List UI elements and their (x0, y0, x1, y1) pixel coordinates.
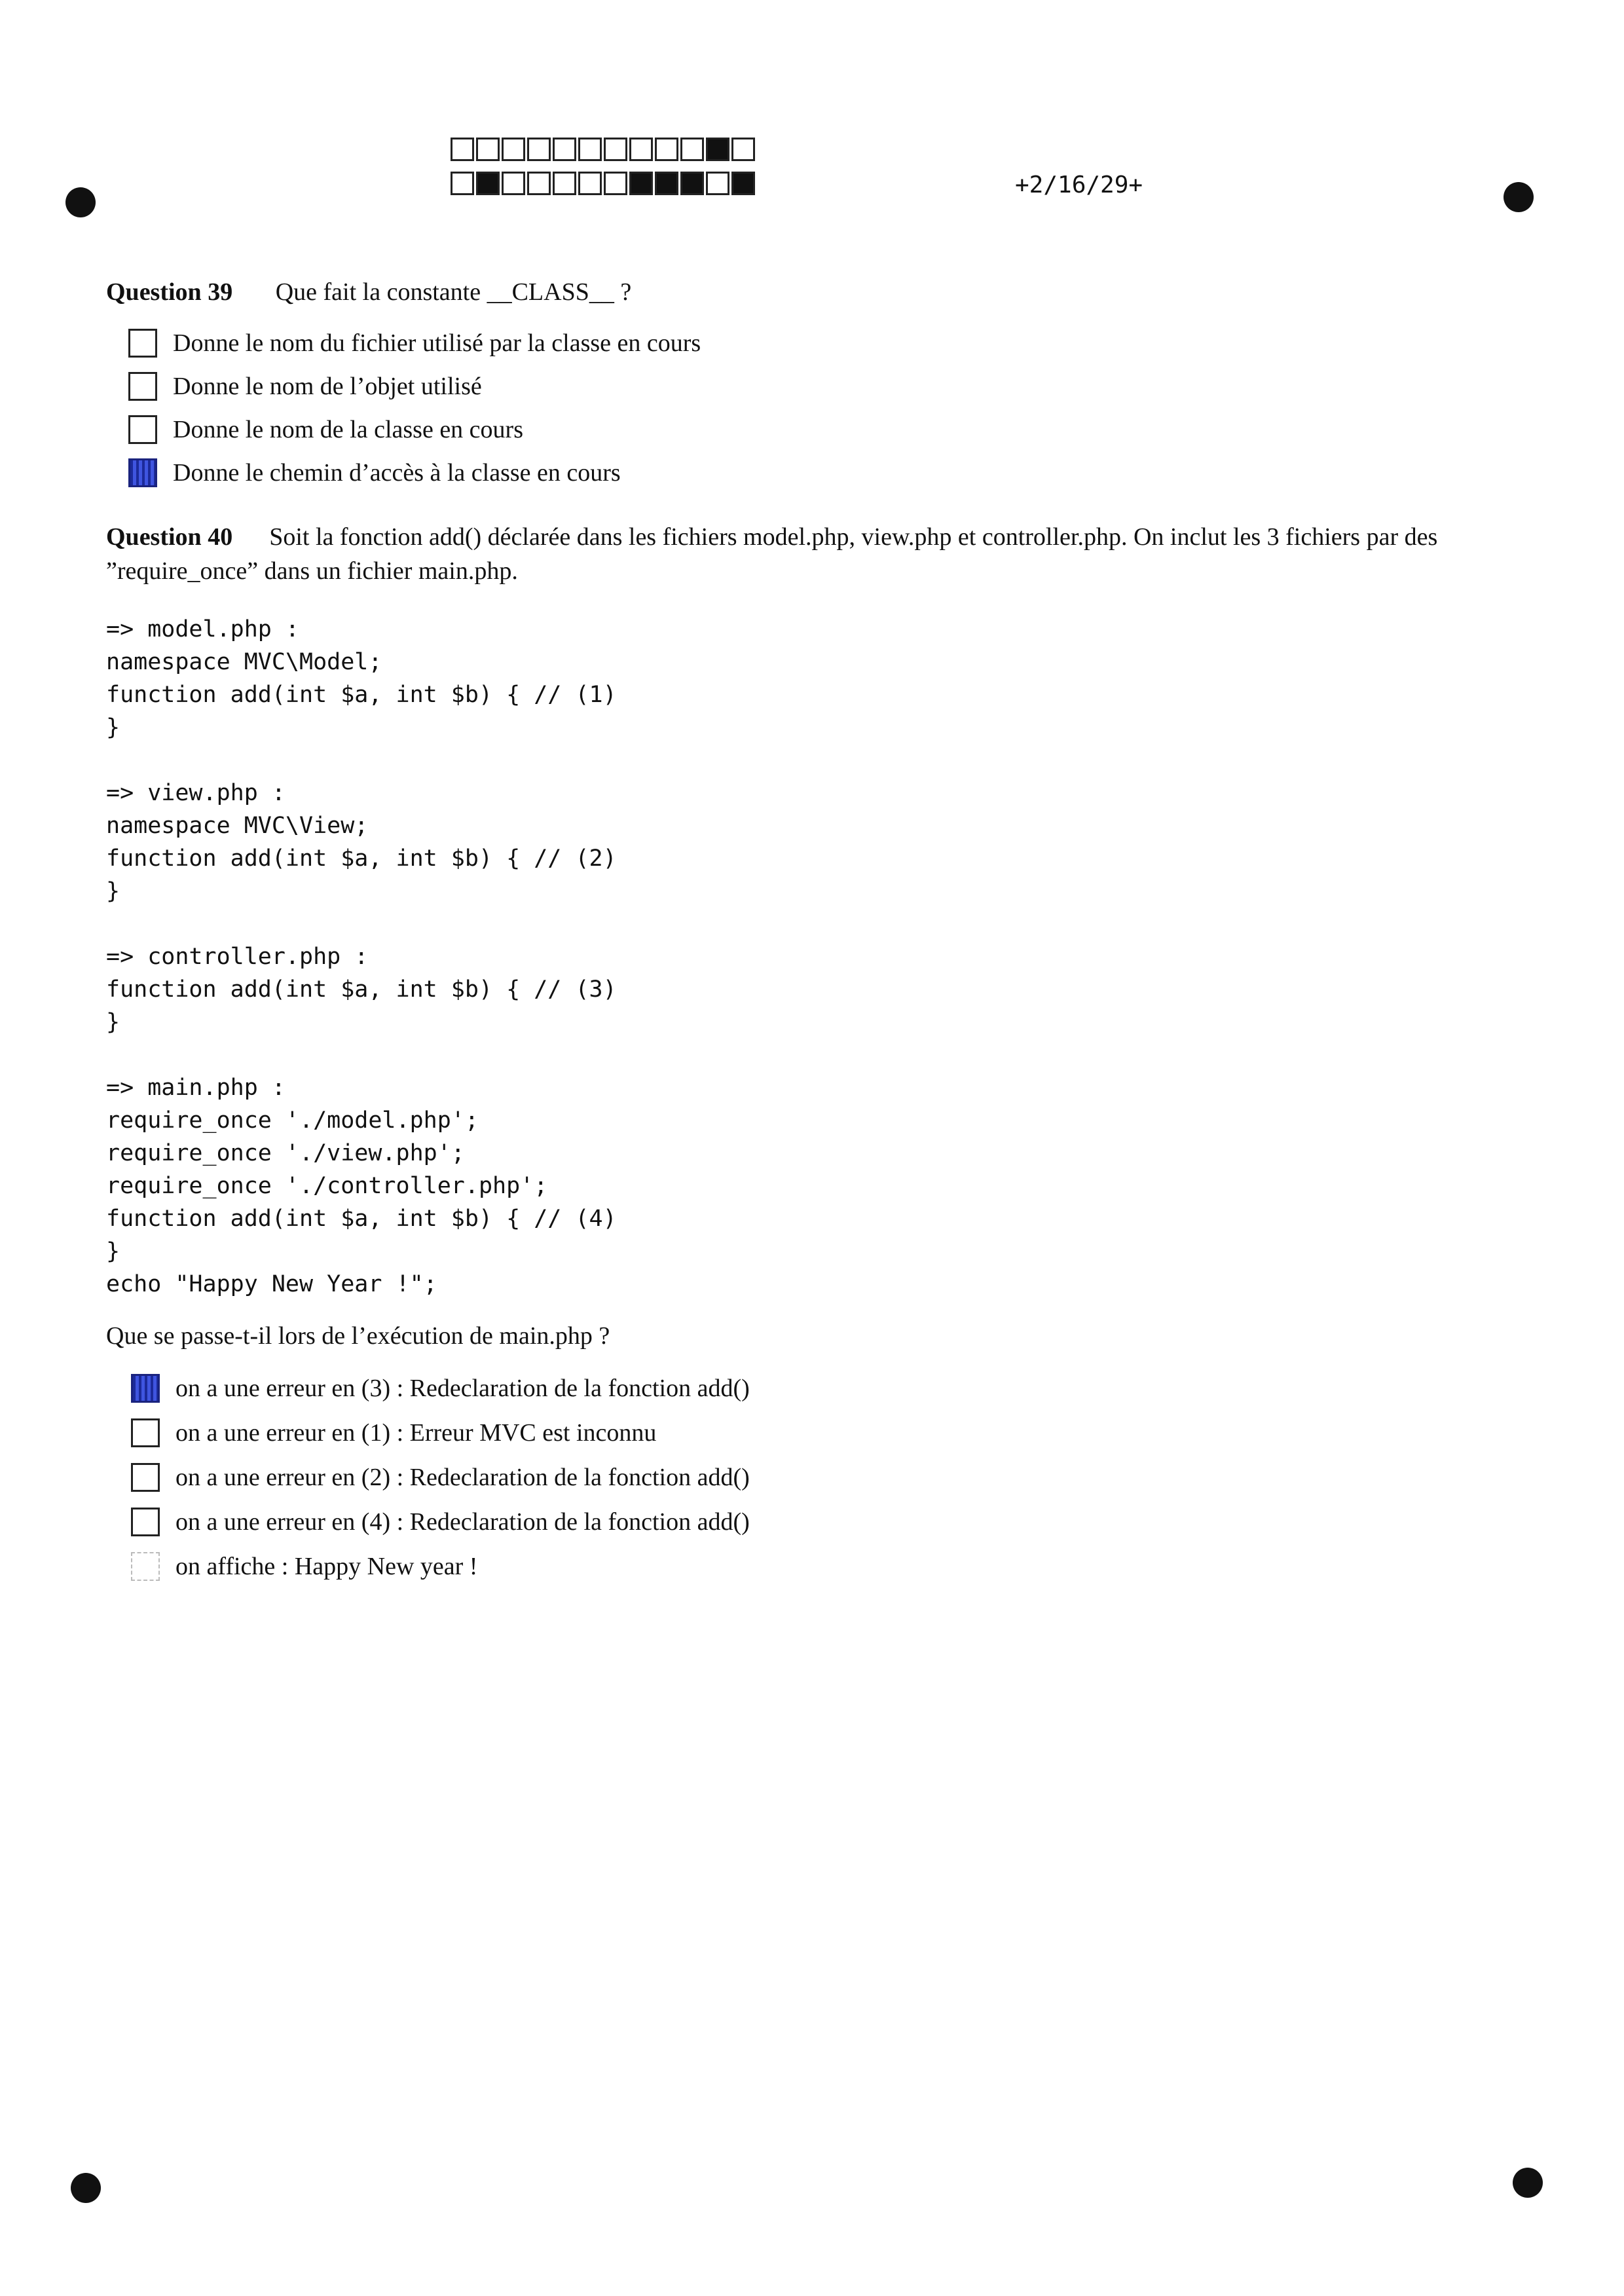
q40-answer-1[interactable] (131, 1374, 750, 1403)
code-controller-php: => controller.php : function add(int $a, int $b) { // (3) } (106, 944, 617, 1035)
q39-answer-3-checkbox[interactable] (128, 415, 157, 444)
q40-answer-1-label: on a une erreur en (3) : Redeclaration de la fonction add() (175, 1375, 750, 1402)
q39-answer-2-checkbox[interactable] (128, 372, 157, 401)
barcode-cell (553, 138, 576, 161)
q40-answer-5-label: on affiche : Happy New year ! (175, 1553, 478, 1580)
question-40-text: Soit la fonction add() déclarée dans les fichiers model.php, view.php et controller.php. On inclut les 3 fichiers par des ”require_once” dans un fichier main.php. (106, 523, 1438, 585)
barcode-cell (451, 138, 474, 161)
barcode-cell (578, 172, 602, 195)
barcode-cell (476, 138, 500, 161)
q40-answer-3-label: on a une erreur en (2) : Redeclaration de la fonction add() (175, 1464, 750, 1491)
code-model-php: => model.php : namespace MVC\Model; function add(int $a, int $b) { // (1) } (106, 616, 617, 741)
corner-marker-bottom-right (1513, 2168, 1543, 2198)
q39-answer-2-label: Donne le nom de l’objet utilisé (173, 373, 482, 400)
q39-answer-4-checkbox[interactable] (128, 458, 157, 487)
page-id: +2/16/29+ (1015, 172, 1143, 198)
barcode-cell (604, 172, 627, 195)
q39-answer-1-label: Donne le nom du fichier utilisé par la classe en cours (173, 329, 701, 357)
barcode-row-2 (451, 172, 757, 195)
barcode-cell (731, 172, 755, 195)
barcode-cell (527, 138, 551, 161)
barcode-cell (502, 172, 525, 195)
barcode-cell (706, 138, 729, 161)
q39-answer-3-label: Donne le nom de la classe en cours (173, 416, 523, 443)
barcode-cell (629, 172, 653, 195)
corner-marker-top-left (65, 187, 96, 217)
corner-marker-top-right (1504, 182, 1534, 212)
question-39-label: Question 39 (106, 278, 233, 306)
barcode-cell (629, 138, 653, 161)
q39-answer-1[interactable] (128, 329, 701, 358)
q40-answer-1-checkbox[interactable] (131, 1374, 160, 1403)
code-view-php: => view.php : namespace MVC\View; function add(int $a, int $b) { // (2) } (106, 780, 617, 904)
barcode-cell (731, 138, 755, 161)
barcode-cell (527, 172, 551, 195)
q40-answer-5-checkbox[interactable] (131, 1552, 160, 1581)
q40-answer-2-label: on a une erreur en (1) : Erreur MVC est inconnu (175, 1419, 657, 1447)
barcode-cell (655, 172, 678, 195)
barcode-cell (604, 138, 627, 161)
q40-answer-2-checkbox[interactable] (131, 1418, 160, 1447)
q39-answer-4-label: Donne le chemin d’accès à la classe en cours (173, 459, 621, 487)
corner-marker-bottom-left (71, 2173, 101, 2203)
barcode-cell (502, 138, 525, 161)
barcode-cell (706, 172, 729, 195)
q40-answer-2[interactable] (131, 1418, 656, 1447)
barcode-cell (680, 172, 704, 195)
question-40-label: Question 40 (106, 523, 233, 551)
question-40-statement (106, 520, 1501, 588)
q40-answer-4-checkbox[interactable] (131, 1508, 160, 1536)
barcode-cell (578, 138, 602, 161)
question-39-text: Que fait la constante __CLASS__ ? (275, 278, 632, 306)
q40-answer-4[interactable] (131, 1508, 750, 1536)
q40-answer-3-checkbox[interactable] (131, 1463, 160, 1492)
barcode-cell (476, 172, 500, 195)
q40-answer-4-label: on a une erreur en (4) : Redeclaration de la fonction add() (175, 1508, 750, 1536)
barcode-cell (553, 172, 576, 195)
code-main-php: => main.php : require_once './model.php'; require_once './view.php'; require_once './controller.php'; function add(int $a, int $b) { // (4) } echo "Happy New Year !"; (106, 1075, 617, 1297)
q40-answer-5[interactable] (131, 1552, 477, 1581)
q39-answer-2[interactable] (128, 372, 482, 401)
q40-answer-3[interactable] (131, 1463, 750, 1492)
question-39-heading (106, 278, 631, 306)
barcode-cell (655, 138, 678, 161)
barcode-cell (680, 138, 704, 161)
q39-answer-4[interactable] (128, 458, 621, 487)
question-40-prompt: Que se passe-t-il lors de l’exécution de main.php ? (106, 1322, 610, 1350)
barcode-row-1 (451, 138, 757, 161)
q39-answer-3[interactable] (128, 415, 523, 444)
q39-answer-1-checkbox[interactable] (128, 329, 157, 358)
barcode-cell (451, 172, 474, 195)
